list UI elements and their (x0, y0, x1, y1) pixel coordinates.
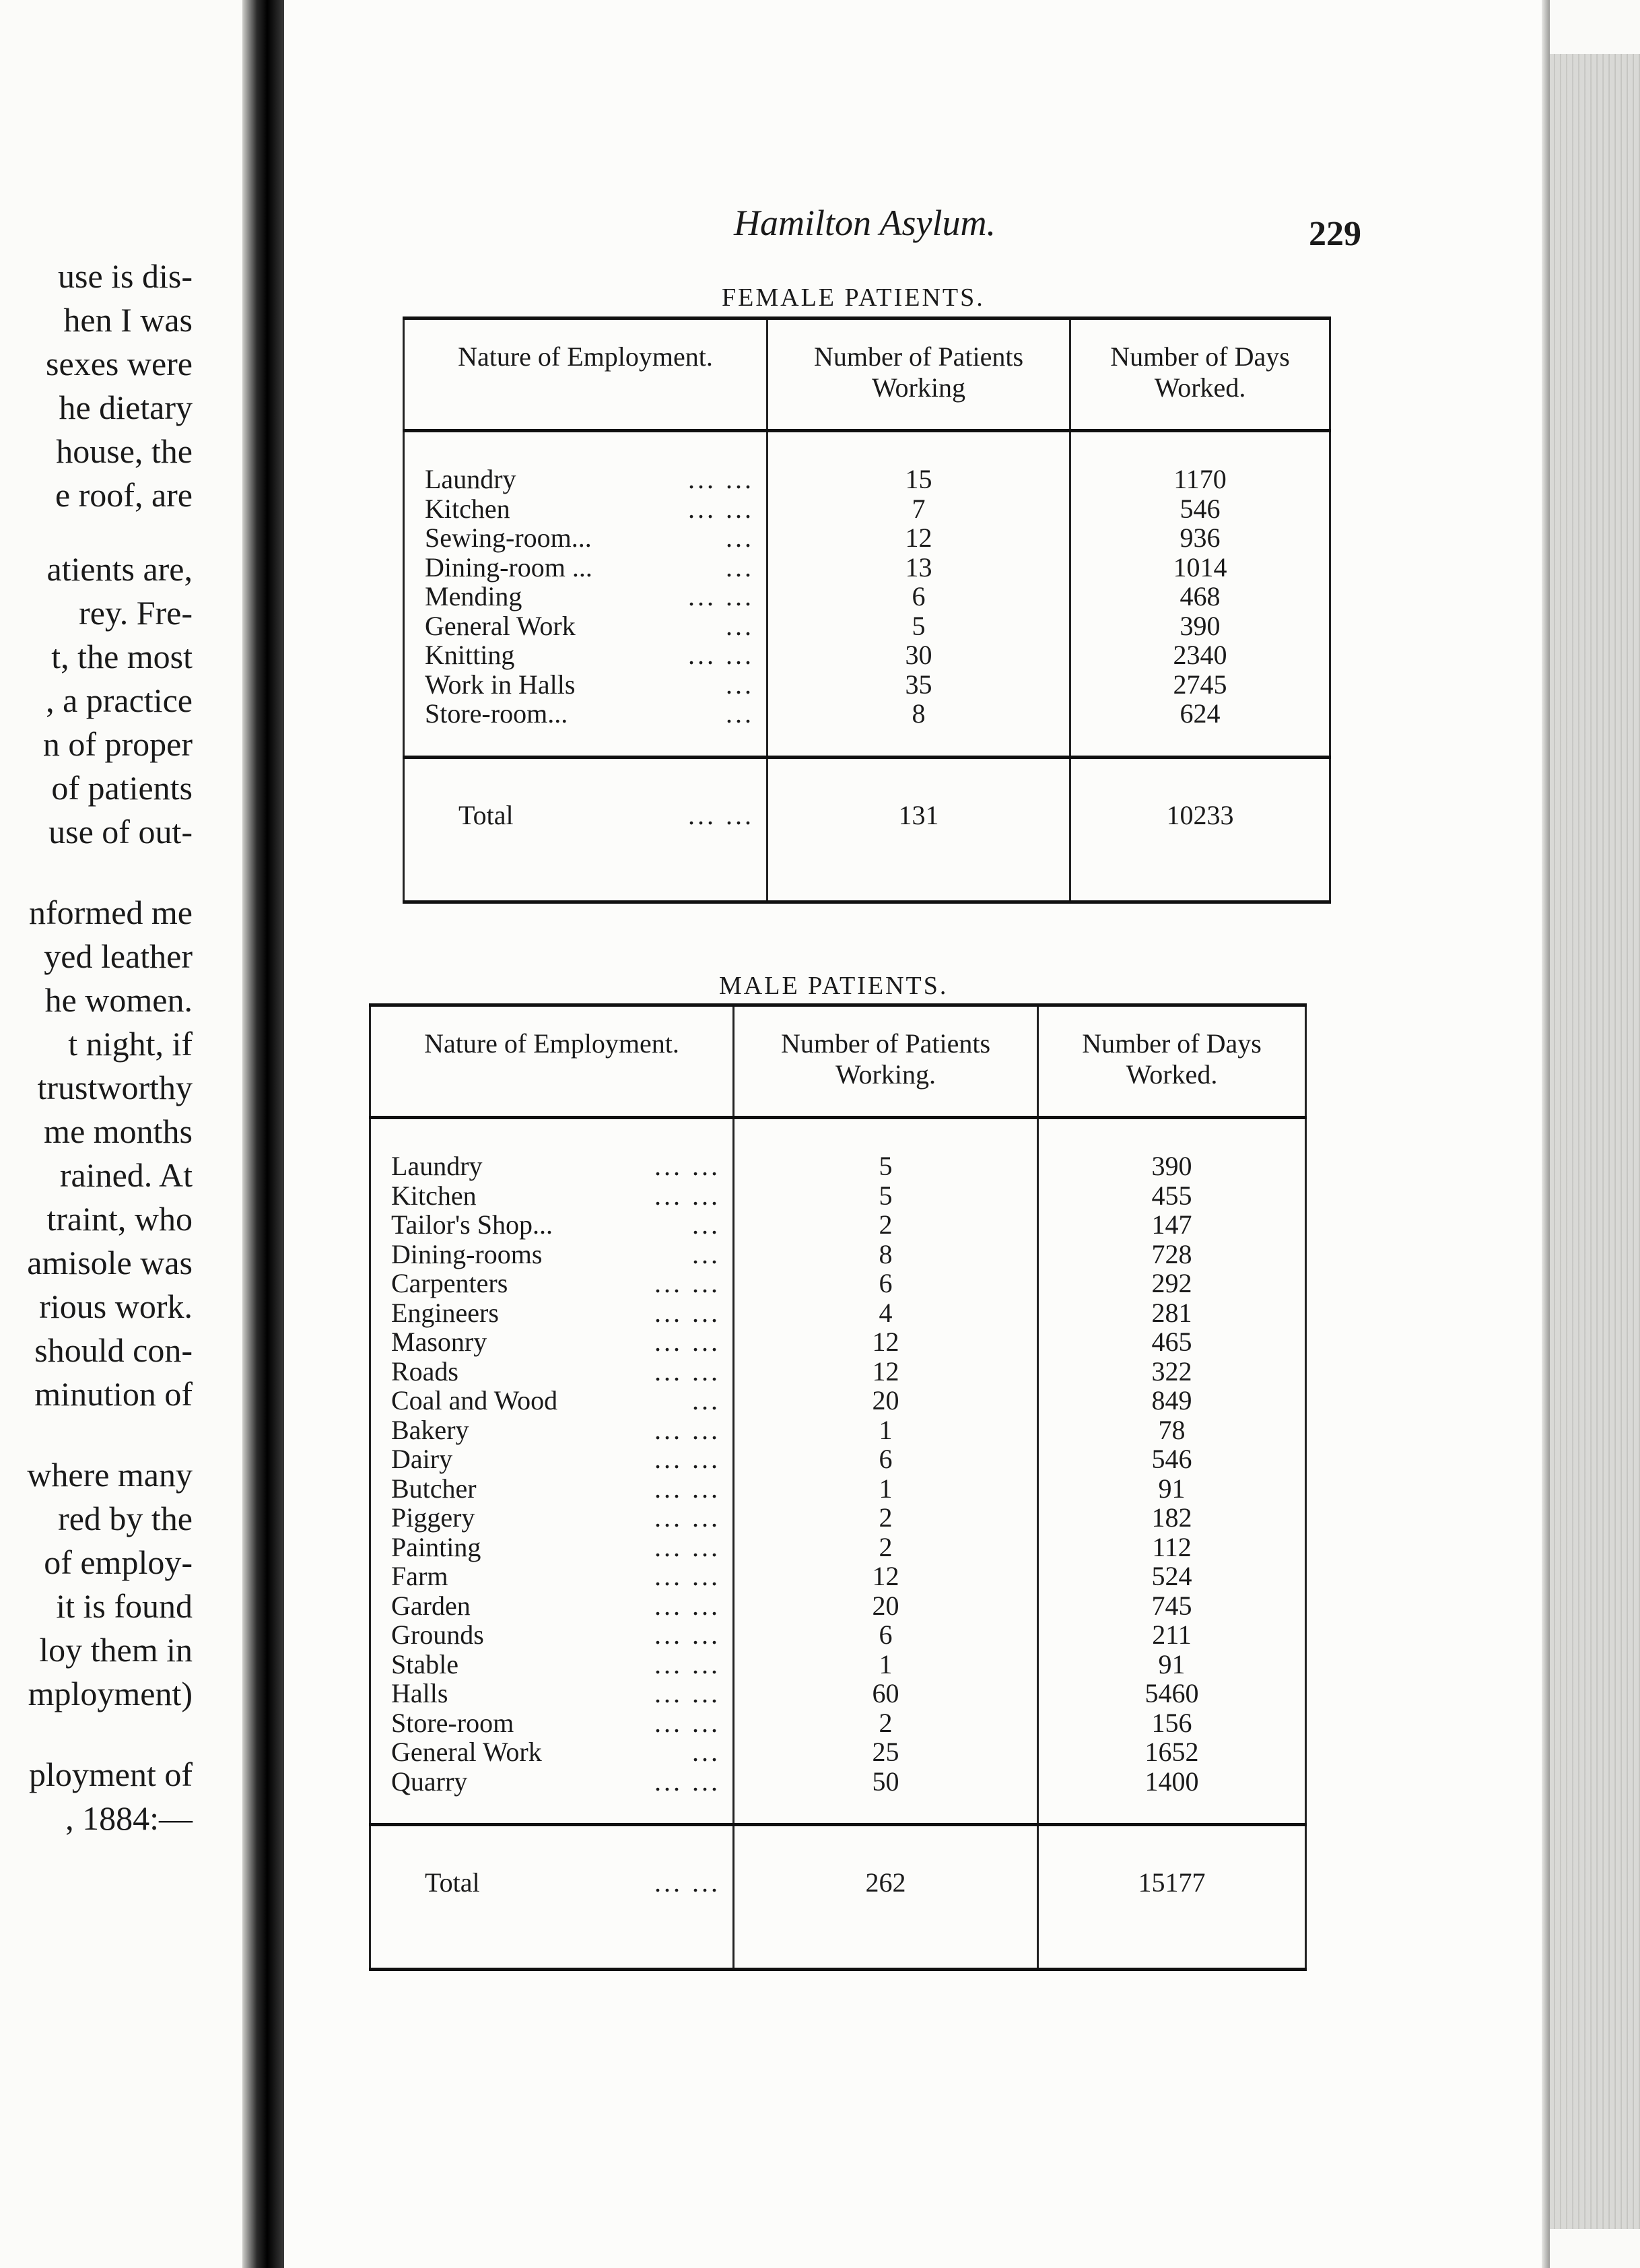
employment-label: Bakery (391, 1414, 469, 1445)
left-page-line: he dietary (59, 389, 193, 426)
days-value: 455 (1151, 1180, 1192, 1211)
left-facing-page (0, 0, 242, 2268)
patients-value: 2 (879, 1707, 893, 1738)
patients-value: 5 (879, 1180, 893, 1211)
employment-row (371, 1679, 732, 1708)
leader-dots: ... ... (654, 1327, 720, 1357)
page-stack-edge (1550, 54, 1640, 2229)
patients-value: 12 (872, 1561, 899, 1591)
employment-row (371, 1240, 732, 1269)
leader-dots: ... ... (654, 1268, 720, 1298)
left-page-line: me months (44, 1112, 193, 1150)
employment-row (371, 1269, 732, 1298)
patients-value: 12 (872, 1356, 899, 1387)
left-page-line: amisole was (27, 1244, 193, 1281)
employment-label: Roads (391, 1356, 458, 1387)
leader-dots: ... ... (654, 1356, 720, 1387)
table-header-row (370, 1005, 1306, 1118)
employment-row (371, 1444, 732, 1474)
employment-label: Work in Halls (425, 669, 576, 700)
left-page-line: loy them in (39, 1631, 193, 1669)
left-page-line: hen I was (63, 301, 193, 339)
days-value: 849 (1151, 1385, 1192, 1415)
total-row (370, 1825, 1306, 1970)
patients-value: 1 (879, 1414, 893, 1445)
employment-row (371, 1708, 732, 1738)
days-value: 281 (1151, 1297, 1192, 1328)
leader-dots: ... ... (688, 799, 754, 830)
female-table-title: FEMALE PATIENTS. (722, 284, 985, 312)
left-page-line: sexes were (46, 345, 193, 382)
employment-row (405, 699, 766, 729)
header-employment: Nature of Employment. (404, 319, 767, 431)
total-days: 10233 (1070, 757, 1330, 902)
header-patients-working: Number of Patients Working. (734, 1005, 1038, 1118)
patients-value: 50 (872, 1766, 899, 1797)
left-page-line: rained. At (59, 1156, 193, 1194)
patients-column (734, 1118, 1038, 1825)
left-page-line: use of out- (48, 813, 193, 850)
employment-label: Store-room (391, 1707, 514, 1738)
left-page-line: house, the (56, 432, 193, 470)
employment-row (405, 523, 766, 553)
days-value: 2745 (1173, 669, 1227, 700)
table-body-row (404, 431, 1330, 758)
employment-row (371, 1415, 732, 1445)
left-page-line: use is dis- (58, 257, 193, 295)
employment-row (371, 1327, 732, 1357)
days-column (1038, 1118, 1306, 1825)
leader-dots: ... (726, 523, 754, 553)
employment-row (405, 611, 766, 641)
employment-label: Dining-room ... (425, 552, 592, 582)
patients-value: 20 (872, 1385, 899, 1415)
leader-dots: ... ... (654, 1590, 720, 1621)
days-value: 1170 (1173, 464, 1227, 494)
leader-dots: ... ... (688, 640, 754, 670)
total-label: Total (458, 799, 514, 830)
employment-row (371, 1650, 732, 1679)
patients-value: 6 (879, 1268, 893, 1298)
days-value: 390 (1180, 610, 1221, 641)
employment-row (371, 1474, 732, 1504)
employment-label: Engineers (391, 1297, 499, 1328)
days-value: 91 (1158, 1648, 1186, 1679)
left-page-line: red by the (58, 1500, 193, 1537)
leader-dots: ... ... (654, 1648, 720, 1679)
employment-label: Dairy (391, 1444, 453, 1474)
employment-row (371, 1386, 732, 1415)
days-value: 465 (1151, 1327, 1192, 1357)
employment-row (371, 1591, 732, 1621)
days-value: 292 (1151, 1268, 1192, 1298)
page-edge-shadow (1542, 0, 1550, 2268)
book-gutter (242, 0, 284, 2268)
days-value: 112 (1152, 1531, 1192, 1562)
left-page-line: of patients (51, 769, 193, 807)
employment-label: Carpenters (391, 1268, 508, 1298)
employment-column (404, 431, 767, 758)
employment-label: Kitchen (391, 1180, 477, 1211)
leader-dots: ... ... (654, 1620, 720, 1650)
leader-dots: ... (726, 610, 754, 641)
days-value: 524 (1151, 1561, 1192, 1591)
days-value: 322 (1151, 1356, 1192, 1387)
patients-value: 20 (872, 1590, 899, 1621)
days-value: 390 (1151, 1151, 1192, 1181)
days-value: 78 (1158, 1414, 1186, 1445)
employment-label: Dining-rooms (391, 1238, 543, 1269)
employment-label: Garden (391, 1590, 471, 1621)
patients-value: 2 (879, 1531, 893, 1562)
total-patients: 131 (767, 757, 1070, 902)
leader-dots: ... ... (654, 1707, 720, 1738)
leader-dots: ... ... (688, 581, 754, 611)
leader-dots: ... (692, 1385, 720, 1415)
employment-label: Sewing-room... (425, 523, 592, 553)
employment-label: Store-room... (425, 698, 568, 729)
leader-dots: ... (726, 698, 754, 729)
employment-row (371, 1152, 732, 1181)
left-page-line: nformed me (29, 894, 193, 931)
left-page-line: n of proper (42, 725, 193, 763)
leader-dots: ... ... (654, 1531, 720, 1562)
days-value: 546 (1180, 493, 1221, 524)
employment-label: Quarry (391, 1766, 468, 1797)
leader-dots: ... ... (654, 1297, 720, 1328)
patients-value: 1 (879, 1473, 893, 1504)
leader-dots: ... ... (654, 1561, 720, 1591)
employment-label: Laundry (391, 1151, 483, 1181)
left-page-line: should con- (34, 1331, 193, 1369)
employment-label: Butcher (391, 1473, 477, 1504)
employment-row (371, 1620, 732, 1650)
patients-value: 15 (905, 464, 932, 494)
running-head: Hamilton Asylum. (734, 203, 996, 243)
patients-value: 25 (872, 1737, 899, 1767)
patients-value: 6 (879, 1620, 893, 1650)
leader-dots: ... ... (654, 1151, 720, 1181)
days-value: 1652 (1144, 1737, 1199, 1767)
header-employment: Nature of Employment. (370, 1005, 734, 1118)
table-body-row (370, 1118, 1306, 1825)
header-patients-working: Number of Patients Working (767, 319, 1070, 431)
left-page-line: yed leather (44, 937, 193, 975)
days-value: 745 (1151, 1590, 1192, 1621)
patients-value: 12 (905, 523, 932, 553)
employment-row (405, 553, 766, 582)
patients-value: 2 (879, 1209, 893, 1240)
patients-value: 30 (905, 640, 932, 670)
left-page-line: minution of (34, 1375, 193, 1413)
male-patients-table (369, 1003, 1307, 1971)
leader-dots: ... (726, 669, 754, 700)
employment-row (405, 465, 766, 494)
days-value: 182 (1151, 1502, 1192, 1533)
leader-dots: ... ... (654, 1444, 720, 1474)
left-page-line: it is found (56, 1587, 193, 1625)
employment-row (371, 1298, 732, 1328)
patients-value: 8 (912, 698, 926, 729)
header-days-worked: Number of Days Worked. (1038, 1005, 1306, 1118)
leader-dots: ... ... (688, 464, 754, 494)
employment-row (371, 1181, 732, 1211)
employment-row (405, 582, 766, 611)
leader-dots: ... ... (654, 1766, 720, 1797)
days-value: 156 (1151, 1707, 1192, 1738)
days-value: 546 (1151, 1444, 1192, 1474)
days-value: 5460 (1144, 1678, 1199, 1708)
days-value: 147 (1151, 1209, 1192, 1240)
total-row (404, 757, 1330, 902)
leader-dots: ... (692, 1238, 720, 1269)
left-page-line: traint, who (46, 1200, 193, 1238)
total-label: Total (425, 1867, 480, 1898)
employment-row (405, 640, 766, 670)
male-table-title: MALE PATIENTS. (719, 972, 949, 1000)
left-page-line: mployment) (28, 1675, 193, 1712)
left-page-line: t, the most (51, 638, 193, 675)
left-page-line: rey. Fre- (79, 594, 193, 632)
leader-dots: ... ... (654, 1867, 720, 1898)
employment-row (371, 1767, 732, 1797)
days-value: 624 (1180, 698, 1221, 729)
left-page-line: trustworthy (37, 1069, 193, 1106)
patients-value: 6 (879, 1444, 893, 1474)
employment-row (405, 494, 766, 524)
leader-dots: ... ... (654, 1180, 720, 1211)
employment-label: Mending (425, 581, 522, 611)
leader-dots: ... ... (654, 1473, 720, 1504)
leader-dots: ... (726, 552, 754, 582)
employment-label: Laundry (425, 464, 516, 494)
patients-value: 12 (872, 1327, 899, 1357)
employment-label: Masonry (391, 1327, 487, 1357)
employment-label: Piggery (391, 1502, 475, 1533)
left-page-line: , a practice (46, 681, 193, 719)
days-column (1070, 431, 1330, 758)
left-page-line: atients are, (46, 550, 193, 588)
leader-dots: ... ... (688, 493, 754, 524)
employment-label: Knitting (425, 640, 515, 670)
leader-dots: ... ... (654, 1678, 720, 1708)
left-page-line: t night, if (68, 1025, 193, 1063)
days-value: 1400 (1144, 1766, 1199, 1797)
patients-value: 7 (912, 493, 926, 524)
employment-row (371, 1357, 732, 1387)
employment-label: Kitchen (425, 493, 510, 524)
employment-column (370, 1118, 734, 1825)
total-label-cell (404, 757, 767, 902)
employment-label: Painting (391, 1531, 481, 1562)
employment-label: Tailor's Shop... (391, 1209, 553, 1240)
patients-value: 4 (879, 1297, 893, 1328)
employment-row (371, 1562, 732, 1591)
total-patients: 262 (734, 1825, 1038, 1970)
patients-value: 35 (905, 669, 932, 700)
employment-label: General Work (391, 1737, 542, 1767)
left-page-line: he women. (44, 981, 193, 1019)
table-header-row (404, 319, 1330, 431)
patients-value: 60 (872, 1678, 899, 1708)
days-value: 468 (1180, 581, 1221, 611)
employment-label: Halls (391, 1678, 448, 1708)
employment-row (371, 1503, 732, 1533)
employment-label: Stable (391, 1648, 458, 1679)
page-number: 229 (1309, 215, 1361, 253)
employment-label: Coal and Wood (391, 1385, 558, 1415)
total-label-cell (370, 1825, 734, 1970)
left-page-line: e roof, are (55, 476, 193, 514)
days-value: 2340 (1173, 640, 1227, 670)
employment-label: Farm (391, 1561, 448, 1591)
employment-row (371, 1210, 732, 1240)
leader-dots: ... (692, 1737, 720, 1767)
days-value: 91 (1158, 1473, 1186, 1504)
days-value: 1014 (1173, 552, 1227, 582)
left-page-line: ployment of (28, 1756, 193, 1793)
employment-row (371, 1533, 732, 1562)
patients-value: 5 (912, 610, 926, 641)
patients-value: 8 (879, 1238, 893, 1269)
leader-dots: ... ... (654, 1502, 720, 1533)
employment-row (405, 670, 766, 700)
total-days: 15177 (1038, 1825, 1306, 1970)
left-page-line: of employ- (44, 1543, 193, 1581)
patients-column (767, 431, 1070, 758)
days-value: 211 (1152, 1620, 1192, 1650)
employment-label: Grounds (391, 1620, 484, 1650)
patients-value: 5 (879, 1151, 893, 1181)
left-page-line: rious work. (39, 1288, 193, 1325)
patients-value: 2 (879, 1502, 893, 1533)
female-patients-table (403, 316, 1331, 904)
left-page-line: where many (27, 1456, 193, 1494)
left-page-line: , 1884:— (65, 1799, 193, 1837)
patients-value: 6 (912, 581, 926, 611)
header-days-worked: Number of Days Worked. (1070, 319, 1330, 431)
patients-value: 13 (905, 552, 932, 582)
employment-row (371, 1737, 732, 1767)
employment-label: General Work (425, 610, 576, 641)
leader-dots: ... (692, 1209, 720, 1240)
patients-value: 1 (879, 1648, 893, 1679)
days-value: 728 (1151, 1238, 1192, 1269)
days-value: 936 (1180, 523, 1221, 553)
leader-dots: ... ... (654, 1414, 720, 1445)
